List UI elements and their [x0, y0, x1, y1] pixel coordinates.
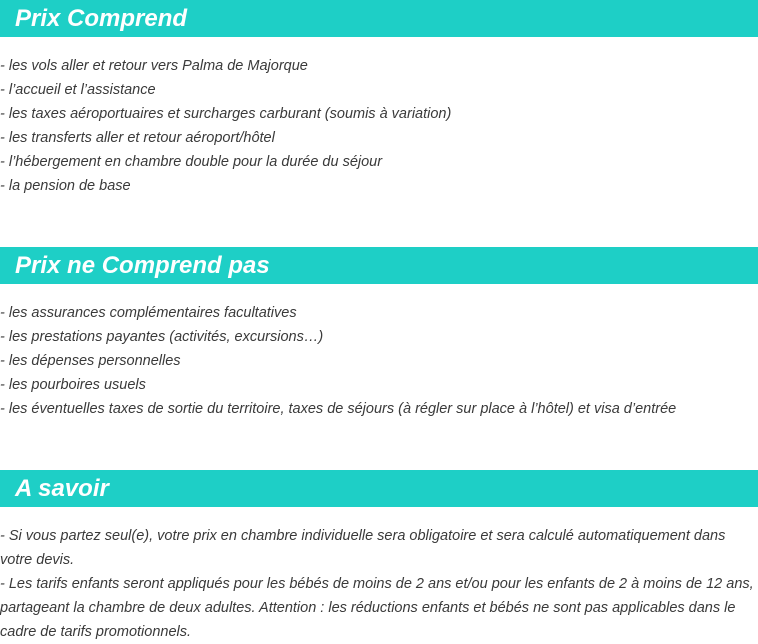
list-item: - les pourboires usuels [0, 377, 146, 393]
list-item: - les assurances complémentaires facultatives [0, 305, 297, 321]
list-item: - les vols aller et retour vers Palma de Majorque [0, 58, 308, 74]
included-list [0, 54, 758, 198]
section-title: A savoir [15, 475, 109, 502]
section-prix-ne-comprend-pas [0, 247, 758, 421]
list-item: - les transferts aller et retour aéroport/hôtel [0, 130, 275, 146]
section-title: Prix ne Comprend pas [15, 252, 270, 279]
list-item: - l’accueil et l’assistance [0, 82, 156, 98]
list-item: - les éventuelles taxes de sortie du territoire, taxes de séjours (à régler sur place à l’hôtel) et visa d’entrée [0, 401, 677, 417]
list-item: - les dépenses personnelles [0, 353, 181, 369]
section-header [0, 470, 758, 507]
excluded-list [0, 301, 758, 421]
list-item: - les prestations payantes (activités, excursions…) [0, 329, 324, 345]
section-prix-comprend [0, 0, 758, 198]
section-header [0, 0, 758, 37]
section-header [0, 247, 758, 284]
list-item: - l’hébergement en chambre double pour la durée du séjour [0, 154, 383, 170]
info-paragraph: - Les tarifs enfants seront appliqués pour les bébés de moins de 2 ans et/ou pour les enfants de 2 à moins de 12 ans, partageant la chambre de deux adultes. Attention : les réductions enfants et bébés ne sont pas applicables dans le cadre de tarifs promotionnels. [0, 576, 754, 640]
list-item: - les taxes aéroportuaires et surcharges carburant (soumis à variation) [0, 106, 452, 122]
list-item: - la pension de base [0, 178, 131, 194]
section-title: Prix Comprend [15, 5, 188, 32]
info-body [0, 524, 758, 644]
info-paragraph: - Si vous partez seul(e), votre prix en chambre individuelle sera obligatoire et sera calculé automatiquement dans votre devis. [0, 528, 726, 568]
section-a-savoir [0, 470, 758, 644]
